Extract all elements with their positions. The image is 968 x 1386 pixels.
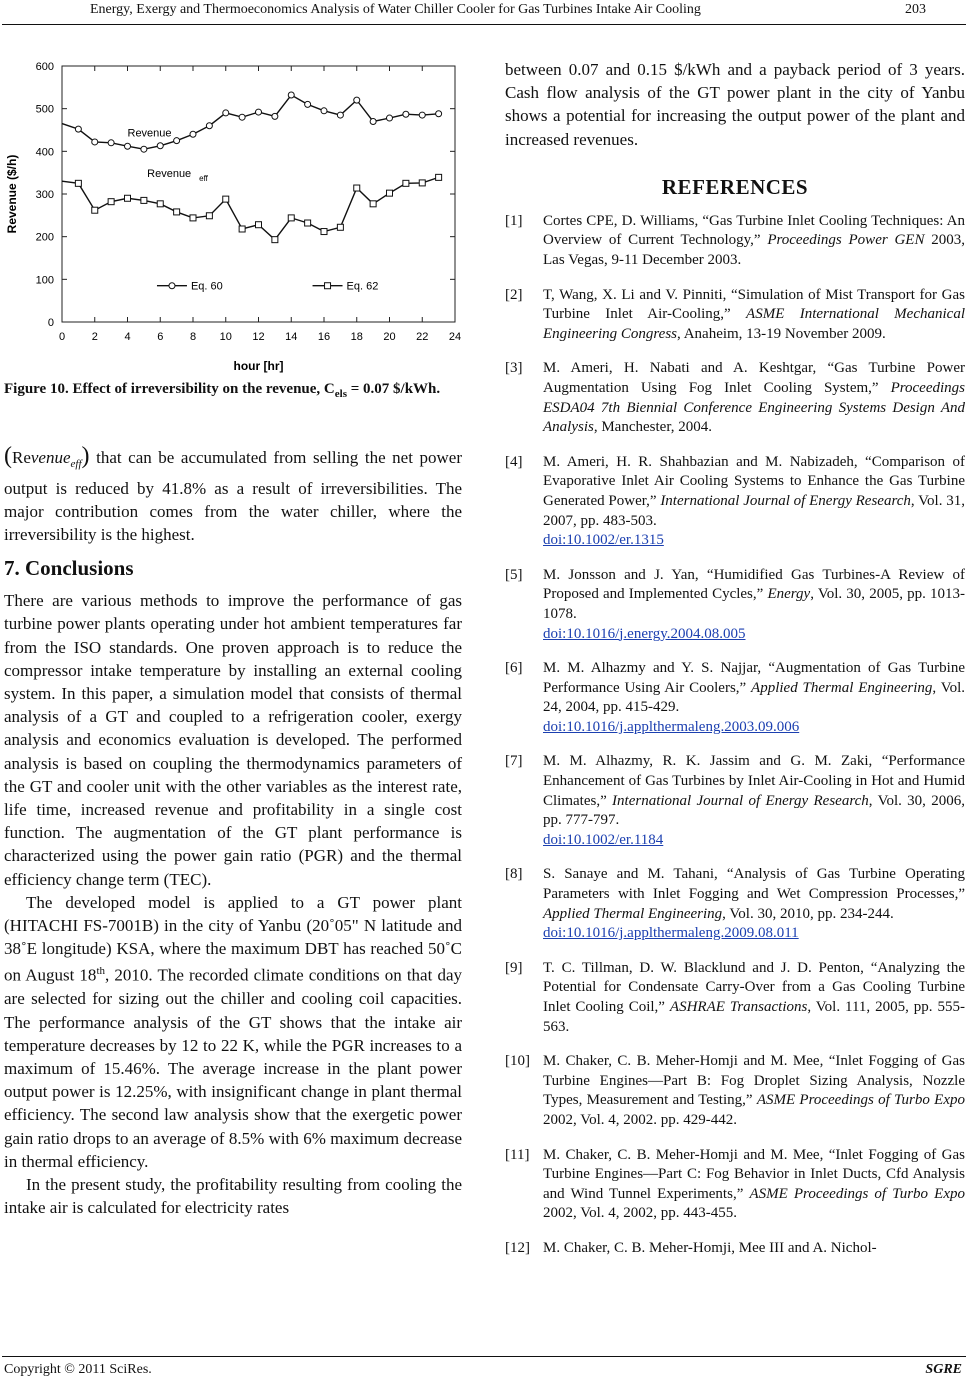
y-tick-label: 200: [35, 231, 54, 244]
data-point-circle: [256, 109, 262, 115]
data-point-circle: [157, 143, 163, 149]
figure-caption: [4, 380, 462, 404]
x-tick-label: 16: [317, 331, 331, 343]
data-point-circle: [419, 112, 425, 118]
data-point-circle: [190, 131, 196, 137]
reference-item: [5] M. Jonsson and J. Yan, “Humidified Gas Turbines-A Review of Proposed and Implemented Cycles,” Energy, Vol. 30, 2005, pp. 1013-1078. doi:10.1016/j.energy.2004.08.005: [505, 566, 965, 642]
reference-number: [4]: [505, 453, 523, 470]
doi-link[interactable]: doi:10.1002/er.1184: [543, 831, 664, 848]
y-tick-label: 500: [35, 103, 54, 116]
data-point-square: [125, 195, 131, 201]
reference-item: [9] T. C. Tillman, D. W. Blacklund and J. D. Penton, “Analyzing the Potential for Condensate Carry-Over from a Gas Cooling Turbine Inlet Cooling Coil,” ASHRAE Transactions, Vol. 111, 2005, pp. 555-563.: [505, 959, 965, 1035]
caption-sub: els: [334, 388, 347, 400]
series-label-revenue-eff: Revenue: [147, 167, 192, 180]
data-point-square: [370, 201, 376, 207]
reference-number: [12]: [505, 1239, 530, 1256]
data-point-square: [239, 226, 245, 232]
conclusion-paragraph-2: The developed model is applied to a GT power plant (HITACHI FS-7001B) in the city of Yanbu (20˚05" N latitude and 38˚E longitude) KSA, where the maximum DBT has reached 50˚C on August 18th, 2010. The recorded climate conditions on that day are selected for sizing out the chiller and cooling coil capacities. The performance analysis of the GT shows that the intake air temperature decreases by 12 to 22 K, while the PGR increases to a maximum of 15.46%. The average increase in the plant power output power is 12.25%, with insignificant change in plant thermal efficiency. The second law analysis show that the exergetic power gain ratio drops to an average of 8.5% with 6% maximum decrease in thermal efficiency.: [4, 892, 462, 1171]
x-tick-label: 8: [189, 331, 197, 343]
data-point-circle: [305, 101, 311, 107]
data-point-square: [157, 201, 163, 207]
chart-labels: [128, 127, 379, 292]
data-point-circle: [436, 111, 442, 117]
y-tick-label: 400: [35, 146, 54, 159]
reference-item: [1] Cortes CPE, D. Williams, “Gas Turbine Inlet Cooling Techniques: An Overview of Current Technology,” Proceedings Power GEN 2003, Las Vegas, 9-11 December 2003.: [505, 212, 965, 268]
series-line-1: [62, 95, 439, 149]
reference-item: [8] S. Sanaye and M. Tahani, “Analysis of Gas Turbine Operating Parameters with Inlet Fogging and Wet Compression Processes,” Applied Thermal Engineering, Vol. 30, 2010, pp. 234-244. doi:10.1016/j.applthermaleng.2009.08.011: [505, 866, 965, 942]
series-label-revenue-eff-sub: eff: [199, 173, 208, 183]
data-point-circle: [75, 126, 81, 132]
x-tick-label: 24: [448, 331, 462, 343]
reference-item: [12] M. Chaker, C. B. Meher-Homji, Mee III and A. Nichol-: [505, 1239, 965, 1259]
reference-number: [6]: [505, 660, 523, 677]
legend-marker-circle: [169, 283, 175, 289]
x-tick-label: 20: [383, 331, 396, 343]
chart-axes: [5, 61, 461, 373]
data-point-square: [174, 209, 180, 215]
y-tick-label: 0: [47, 317, 54, 329]
reference-number: [2]: [505, 286, 523, 303]
paren-open: (: [4, 443, 12, 469]
data-point-circle: [239, 114, 245, 120]
data-point-square: [305, 220, 311, 226]
doi-link[interactable]: doi:10.1016/j.applthermaleng.2009.08.011: [543, 925, 799, 942]
references-title: REFERENCES: [661, 174, 809, 199]
conclusion-paragraph-3: In the present study, the profitability resulting from cooling the intake air is calculated for electricity rates: [4, 1174, 462, 1218]
x-tick-label: 6: [157, 331, 164, 343]
data-point-circle: [370, 118, 376, 124]
reference-number: [11]: [505, 1146, 530, 1163]
data-point-square: [337, 224, 343, 230]
reference-number: [3]: [505, 360, 523, 377]
data-point-square: [206, 213, 212, 219]
running-title: Energy, Exergy and Thermoeconomics Analysis of Water Chiller Cooler for Gas Turbines Intake Air Cooling: [90, 2, 701, 17]
data-point-square: [256, 222, 262, 228]
data-point-square: [403, 180, 409, 186]
page-number: 203: [905, 2, 926, 17]
data-point-circle: [223, 110, 229, 116]
conclusion-paragraph-1: There are various methods to improve the performance of gas turbine power plants operating under hot ambient temperatures far from the ISO standards. One proven approach is to reduce the compressor intake temperature by installing an external cooling system. In this paper, a simulation model that consists of thermal analysis of a GT and coupled to a refrigeration cooler, exergy analysis and economics evaluation is developed. The performed analysis is based on coupling the thermodynamics parameters of the GT and cooler unit with the other variables as the interest rate, life time, increased revenue and profitability in a single cost function. The augmentation of the GT plant performance is characterized using the power gain ratio (PGR) and the thermal efficiency change term (TEC).: [4, 591, 462, 889]
y-axis-label: Revenue ($/h): [5, 154, 19, 234]
y-tick-label: 300: [35, 189, 54, 201]
doi-link[interactable]: doi:10.1016/j.energy.2004.08.005: [543, 625, 746, 642]
data-point-square: [108, 199, 114, 205]
data-point-circle: [92, 139, 98, 145]
data-point-circle: [125, 143, 131, 149]
page-header: [0, 2, 968, 24]
data-point-circle: [321, 108, 327, 114]
reference-number: [1]: [505, 212, 523, 229]
legend-label-eq60: Eq. 60: [190, 280, 223, 293]
data-point-circle: [387, 115, 393, 121]
y-tick-label: 600: [35, 61, 54, 73]
data-point-square: [436, 174, 442, 180]
continuation-paragraph: between 0.07 and 0.15 $/kWh and a payback period of 3 years. Cash flow analysis of the GT power plant in the city of Yanbu shows a potential for increasing the output power of the plant and increased revenues.: [505, 60, 965, 149]
caption-text: Figure 10. Effect of irreversibility on the revenue, C: [4, 381, 335, 397]
copyright: Copyright © 2011 SciRes.: [4, 1362, 152, 1377]
data-point-circle: [108, 140, 114, 146]
data-point-circle: [141, 146, 147, 152]
revenue-chart: [0, 46, 470, 376]
header-rule: [2, 24, 966, 25]
reference-number: [8]: [505, 866, 523, 883]
x-axis-label: hour [hr]: [233, 359, 284, 373]
plot-frame: [62, 66, 455, 322]
reference-item: [2] T, Wang, X. Li and V. Pinniti, “Simulation of Mist Transport for Gas Turbine Inlet Air-Cooling,” ASME International Mechanical Engineering Congress, Anaheim, 13-19 November 2009.: [505, 286, 965, 342]
x-tick-label: 10: [219, 331, 232, 343]
reference-number: [7]: [505, 753, 523, 770]
reference-item: [11] M. Chaker, C. B. Meher-Homji and M. Mee, “Inlet Fogging of Gas Turbine Engines—Part C: Fog Behavior in Inlet Ducts, Cfd Analysis and Wind Tunnel Experiments,” ASME Proceedings of Turbo Expo 2002, Vol. 4, 2002, pp. 443-455.: [505, 1146, 965, 1222]
data-point-square: [321, 229, 327, 235]
doi-link[interactable]: doi:10.1016/j.applthermaleng.2003.09.006: [543, 718, 800, 735]
data-point-circle: [206, 123, 212, 129]
page-footer: [0, 1356, 968, 1386]
data-point-square: [223, 196, 229, 202]
data-point-circle: [354, 97, 360, 103]
data-point-square: [92, 207, 98, 213]
legend-marker-square: [325, 283, 331, 289]
revenue-text: that can be accumulated from selling the net power output is reduced by 41.8% as a result of irreversibilities. The major contribution comes from the water chiller, where the irreversibility is the highest.: [4, 448, 462, 544]
reference-number: [10]: [505, 1053, 530, 1070]
x-tick-label: 22: [416, 331, 429, 343]
revenue-paragraph: [4, 443, 462, 546]
x-tick-label: 18: [350, 331, 363, 343]
data-point-square: [190, 215, 196, 221]
data-point-square: [272, 237, 278, 243]
caption-end: = 0.07 $/kWh.: [347, 381, 441, 397]
legend-label-eq62: Eq. 62: [346, 280, 379, 293]
x-tick-label: 2: [91, 331, 98, 343]
series-label-revenue: Revenue: [127, 127, 172, 140]
reference-item: [7] M. M. Alhazmy, R. K. Jassim and G. M. Zaki, “Performance Enhancement of Gas Turbines by Inlet Air-Cooling in Hot and Humid Climates,” International Journal of Energy Research, Vol. 30, 2006, pp. 777-797. doi:10.1002/er.1184: [505, 753, 965, 848]
data-point-circle: [288, 92, 294, 98]
journal-abbrev: SGRE: [925, 1362, 962, 1377]
data-point-square: [419, 180, 425, 186]
data-point-square: [354, 185, 360, 191]
reference-number: [9]: [505, 959, 523, 976]
x-tick-label: 12: [252, 331, 265, 343]
data-point-circle: [403, 111, 409, 117]
data-point-square: [288, 215, 294, 221]
reference-number: [5]: [505, 566, 523, 583]
right-body: [505, 58, 965, 1274]
reference-item: [3] M. Ameri, H. Nabati and A. Keshtgar, “Gas Turbine Power Augmentation Using Fog Inlet Cooling System,” Proceedings ESDA04 7th Biennial Conference Engineering Systems Design And Analysis, Manchester, 2004.: [505, 360, 965, 436]
data-point-square: [387, 190, 393, 196]
section-title: 7. Conclusions: [4, 556, 134, 581]
x-tick-label: 14: [285, 331, 298, 343]
x-tick-label: 4: [124, 331, 131, 343]
reference-item: [4] M. Ameri, H. R. Shahbazian and M. Nabizadeh, “Comparison of Evaporative Inlet Air Cooling Systems to Enhance the Gas Turbine Generated Power,” International Journal of Energy Research, Vol. 31, 2007, pp. 483-503. doi:10.1002/er.1315: [505, 453, 965, 549]
doi-link[interactable]: doi:10.1002/er.1315: [543, 532, 664, 549]
data-point-circle: [337, 112, 343, 118]
reference-item: [6] M. M. Alhazmy and Y. S. Najjar, “Augmentation of Gas Turbine Performance Using Air Coolers,” Applied Thermal Engineering, Vol. 24, 2004, pp. 415-429. doi:10.1016/j.applthermaleng.2003.09.006: [505, 660, 966, 735]
x-tick-label: 0: [58, 331, 66, 343]
data-point-square: [141, 197, 147, 203]
left-body: [4, 443, 462, 1219]
footer-rule: [2, 1356, 966, 1357]
series-line-2: [62, 177, 439, 239]
reference-list: [505, 212, 965, 1259]
reference-item: [10] M. Chaker, C. B. Meher-Homji and M. Mee, “Inlet Fogging of Gas Turbine Engines—Part B: Fog Droplet Sizing Analysis, Nozzle Types, Measurement and Testing,” ASME Proceedings of Turbo Expo 2002, Vol. 4, 2002. pp. 429-442.: [505, 1053, 965, 1128]
data-point-circle: [272, 113, 278, 119]
y-tick-label: 100: [35, 274, 54, 287]
revenue-symbol: Revenue$_{eff}$: [12, 448, 82, 471]
chart-series: [62, 92, 442, 243]
paren-close: ): [81, 443, 90, 469]
data-point-circle: [174, 138, 180, 144]
data-point-square: [75, 180, 81, 186]
